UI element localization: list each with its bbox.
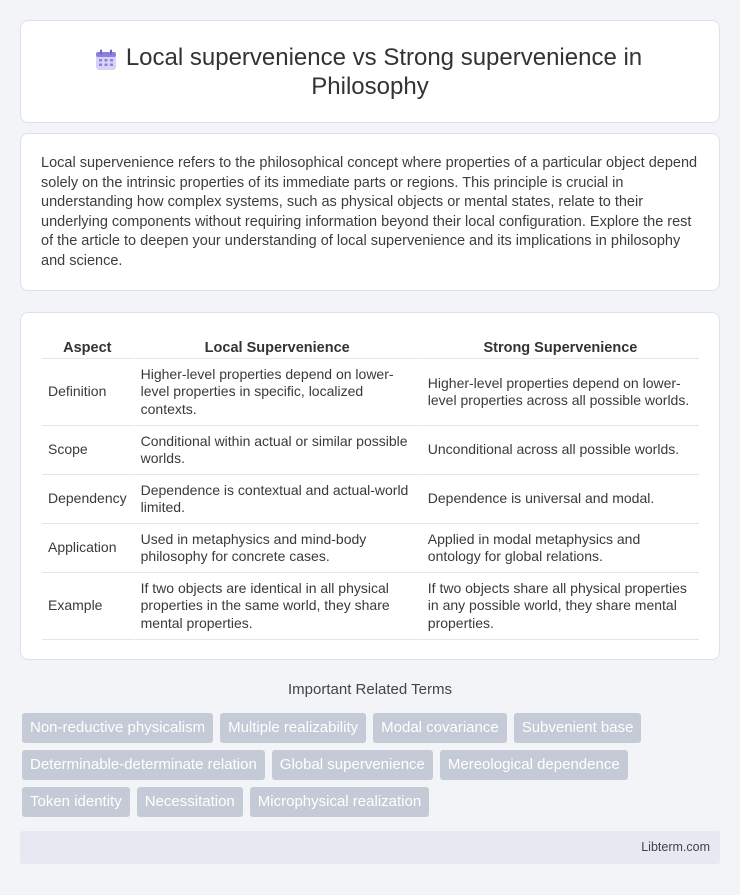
page-title-line1: Local supervenience vs Strong supervenience in: [125, 44, 643, 71]
table-row: [42, 426, 699, 475]
footer-site-link[interactable]: Libterm.com: [641, 840, 710, 854]
cell-strong: If two objects share all physical properties in any possible world, they share mental properties.: [422, 573, 699, 640]
intro-card: [20, 133, 720, 291]
header-strong-supervenience: Strong Supervenience: [422, 333, 699, 359]
cell-local: Dependence is contextual and actual-world limited.: [135, 475, 422, 524]
related-term-tag[interactable]: Token identity: [22, 787, 130, 817]
cell-strong: Dependence is universal and modal.: [422, 475, 699, 524]
cell-strong: Higher-level properties depend on lower-level properties across all possible worlds.: [422, 359, 699, 426]
footer: [20, 831, 720, 864]
related-term-tag[interactable]: Global supervenience: [272, 750, 433, 780]
cell-strong: Applied in modal metaphysics and ontology for global relations.: [422, 524, 699, 573]
page-title: [21, 43, 719, 101]
related-term-tag[interactable]: Determinable-determinate relation: [22, 750, 265, 780]
table-row: [42, 524, 699, 573]
related-term-tag[interactable]: Non-reductive physicalism: [22, 713, 213, 743]
table-row: [42, 359, 699, 426]
cell-aspect: Example: [42, 573, 135, 640]
related-terms-list: [22, 713, 722, 817]
related-term-tag[interactable]: Mereological dependence: [440, 750, 628, 780]
related-term-tag[interactable]: Microphysical realization: [250, 787, 429, 817]
page-title-line2: Philosophy: [311, 73, 429, 100]
related-term-tag[interactable]: Subvenient base: [514, 713, 642, 743]
intro-paragraph: Local supervenience refers to the philosophical concept where properties of a particular object depend solely on the intrinsic properties of its immediate parts or regions. This principle is crucial in understanding how complex systems, such as physical objects or mental states, relate to their underlying components without requiring information beyond their local configuration. Explore the rest of the article to deepen your understanding of local supervenience and its implications in philosophy and science.: [41, 155, 698, 269]
cell-aspect: Dependency: [42, 475, 135, 524]
related-term-tag[interactable]: Multiple realizability: [220, 713, 366, 743]
related-term-tag[interactable]: Necessitation: [137, 787, 243, 817]
header-aspect: Aspect: [42, 333, 135, 359]
cell-aspect: Application: [42, 524, 135, 573]
cell-aspect: Scope: [42, 426, 135, 475]
cell-local: Conditional within actual or similar possible worlds.: [135, 426, 422, 475]
table-row: [42, 573, 699, 640]
cell-aspect: Definition: [42, 359, 135, 426]
cell-strong: Unconditional across all possible worlds.: [422, 426, 699, 475]
related-term-tag[interactable]: Modal covariance: [373, 713, 507, 743]
cell-local: Higher-level properties depend on lower-level properties in specific, localized contexts.: [135, 359, 422, 426]
title-card: [20, 20, 720, 123]
comparison-table: [42, 333, 699, 640]
table-row: [42, 475, 699, 524]
related-terms-heading: Important Related Terms: [288, 681, 452, 698]
header-local-supervenience: Local Supervenience: [135, 333, 422, 359]
cell-local: Used in metaphysics and mind-body philosophy for concrete cases.: [135, 524, 422, 573]
table-header-row: [42, 333, 699, 359]
comparison-table-card: [20, 312, 720, 660]
cell-local: If two objects are identical in all physical properties in the same world, they share mental properties.: [135, 573, 422, 640]
